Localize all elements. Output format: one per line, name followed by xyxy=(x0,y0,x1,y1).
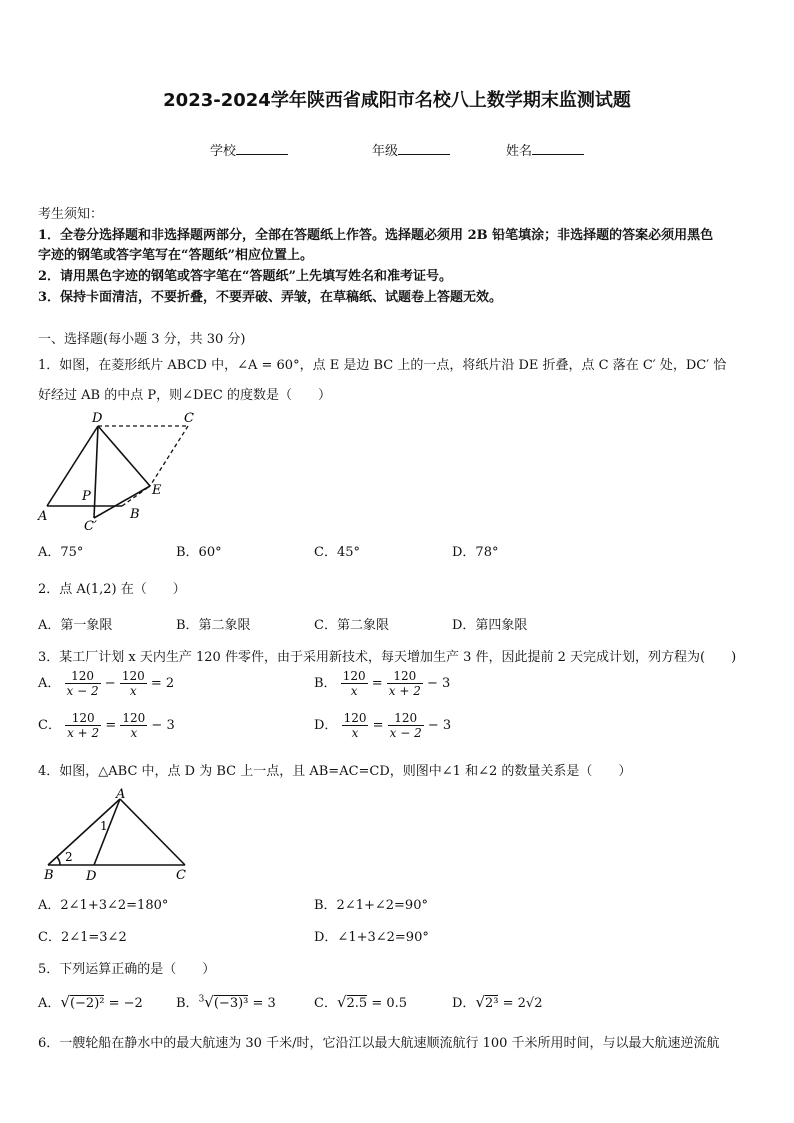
q5-option-d[interactable] xyxy=(452,992,542,1011)
q3-option-a[interactable] xyxy=(38,669,174,698)
name-field xyxy=(506,140,584,159)
q4-label-d: D xyxy=(86,869,97,884)
q3-option-b[interactable] xyxy=(314,669,450,698)
q3-option-a-label: A． xyxy=(38,676,61,691)
q5-option-b[interactable] xyxy=(176,992,276,1011)
q3-option-b-label: B． xyxy=(314,676,337,691)
q5-a-rhs: = −2 xyxy=(108,996,143,1011)
grade-label: 年级 xyxy=(372,144,399,159)
q1-label-a: A xyxy=(38,509,48,524)
q5-d-rhs: = 2√2 xyxy=(502,996,543,1011)
q1-label-p: P xyxy=(82,489,91,504)
q5-option-d-label: D． xyxy=(452,996,476,1011)
notice-item-3: 3．保持卡面清洁，不要折叠，不要弄破、弄皱，在草稿纸、试题卷上答题无效。 xyxy=(38,290,503,305)
school-blank[interactable] xyxy=(236,142,288,155)
q4-segment-ac xyxy=(120,799,185,865)
q5-option-a[interactable] xyxy=(38,992,143,1011)
q3-c-fraction-2 xyxy=(120,711,147,740)
q1-option-d[interactable]: D．78° xyxy=(452,545,499,560)
q3-c-num1: 120 xyxy=(71,711,95,725)
q5-option-b-label: B． xyxy=(176,996,199,1011)
q4-label-angle1: 1 xyxy=(100,819,108,833)
section-heading: 一、选择题(每小题 3 分，共 30 分) xyxy=(38,332,246,347)
q5-option-c[interactable] xyxy=(314,992,407,1011)
q5-c-radicand: 2.5 xyxy=(346,996,368,1011)
sqrt-icon: √ xyxy=(60,993,70,1011)
q3-b-num2: 120 xyxy=(393,669,417,683)
q3-c-fraction-1 xyxy=(65,711,101,740)
q3-a-fraction-2 xyxy=(120,669,147,698)
q4-label-c: C xyxy=(176,868,186,883)
q3-b-den1: x xyxy=(341,683,368,698)
q5-d-radicand: 2³ xyxy=(485,996,499,1011)
grade-field xyxy=(372,140,450,159)
sqrt-icon: √ xyxy=(336,993,347,1011)
q1-label-e: E xyxy=(152,483,162,498)
q4-angle2-arc xyxy=(57,857,60,865)
q4-label-angle2: 2 xyxy=(65,850,73,864)
q3-b-den2: x + 2 xyxy=(388,684,421,698)
sqrt-icon: √ xyxy=(204,993,214,1011)
q1-label-cprime: C′ xyxy=(84,519,97,534)
q4-stem: 4．如图，△ABC 中，点 D 为 BC 上一点，且 AB=AC=CD，则图中∠1 和∠2 的数量关系是（ ） xyxy=(38,764,632,779)
q2-stem: 2．点 A(1,2) 在（ ） xyxy=(38,582,186,597)
school-label: 学校 xyxy=(210,144,237,159)
q4-label-a: A xyxy=(116,787,126,802)
q6-stem: 6．一艘轮船在静水中的最大航速为 30 千米/时，它沿江以最大航速顺流航行 100 千米所用时间，与以最大航速逆流航 xyxy=(38,1036,720,1051)
q4-label-b: B xyxy=(44,868,54,883)
q1-segment-de xyxy=(98,426,150,486)
notice-item-1b: 字迹的钢笔或答字笔写在“答题纸”相应位置上。 xyxy=(38,248,313,263)
name-blank[interactable] xyxy=(532,142,584,155)
q3-d-num2: 120 xyxy=(394,711,418,725)
q5-b-rhs: = 3 xyxy=(252,996,276,1011)
q3-option-c[interactable] xyxy=(38,711,175,740)
q2-option-c[interactable]: C．第二象限 xyxy=(314,618,389,633)
q2-option-b[interactable]: B．第二象限 xyxy=(176,618,251,633)
q3-a-fraction-1 xyxy=(65,669,101,698)
q5-b-root-index: 3 xyxy=(198,994,205,1005)
q4-triangle-figure xyxy=(38,785,198,885)
q3-option-c-label: C． xyxy=(38,718,61,733)
q5-stem: 5．下列运算正确的是（ ） xyxy=(38,962,216,977)
q1-dashed-be xyxy=(122,486,150,506)
q3-d-tail: − 3 xyxy=(427,718,452,733)
q3-stem: 3．某工厂计划 x 天内生产 120 件零件，由于采用新技术，每天增加生产 3 件，因此提前 2 天完成计划，列方程为( ) xyxy=(38,650,737,665)
school-field xyxy=(210,140,288,159)
q3-c-den1: x + 2 xyxy=(67,726,100,740)
q3-c-den2: x xyxy=(120,725,147,740)
q3-b-operator: = xyxy=(371,676,383,691)
q1-option-c[interactable]: C．45° xyxy=(314,545,360,560)
grade-blank[interactable] xyxy=(398,142,450,155)
q3-option-d-label: D． xyxy=(314,718,338,733)
q3-b-num1: 120 xyxy=(342,669,366,683)
q3-c-operator: = xyxy=(105,718,117,733)
q1-segment-dcp xyxy=(94,426,98,518)
q5-c-rhs: = 0.5 xyxy=(371,996,408,1011)
q4-option-a[interactable]: A．2∠1+3∠2=180° xyxy=(38,898,169,913)
sqrt-icon: √ xyxy=(475,993,485,1011)
q3-d-fraction-1 xyxy=(342,711,369,740)
q4-option-c[interactable]: C．2∠1=3∠2 xyxy=(38,930,127,945)
q3-c-tail: − 3 xyxy=(151,718,175,733)
q1-option-a[interactable]: A．75° xyxy=(38,545,84,560)
q3-d-fraction-2 xyxy=(388,711,424,740)
q3-d-operator: = xyxy=(372,718,384,733)
q5-a-radicand: (−2)² xyxy=(69,996,105,1011)
q1-rhombus-figure xyxy=(34,408,204,534)
q2-option-d[interactable]: D．第四象限 xyxy=(452,618,528,633)
notice-item-1a: 1．全卷分选择题和非选择题两部分，全部在答题纸上作答。选择题必须用 2B 铅笔填涂；非选择题的答案必须用黑色 xyxy=(38,228,714,243)
q4-option-b[interactable]: B．2∠1+∠2=90° xyxy=(314,898,428,913)
q4-option-d[interactable]: D．∠1+3∠2=90° xyxy=(314,930,429,945)
q5-b-radicand: (−3)³ xyxy=(213,996,249,1011)
q3-a-num2: 120 xyxy=(121,669,145,683)
q1-label-c: C xyxy=(184,411,194,426)
q3-a-den1: x − 2 xyxy=(66,684,99,698)
name-label: 姓名 xyxy=(506,144,533,159)
q1-label-d: D xyxy=(92,411,103,426)
q3-option-d[interactable] xyxy=(314,711,451,740)
q1-dashed-ce xyxy=(150,426,188,486)
q2-option-a[interactable]: A．第一象限 xyxy=(38,618,113,633)
q1-stem-line1: 1．如图，在菱形纸片 ABCD 中，∠A = 60°，点 E 是边 BC 上的一点，将纸片沿 DE 折叠，点 C 落在 C′ 处，DC′ 恰 xyxy=(38,358,727,373)
q3-c-num2: 120 xyxy=(122,711,146,725)
q3-d-den1: x xyxy=(342,725,369,740)
q3-a-operator: − xyxy=(104,676,116,691)
q5-option-c-label: C． xyxy=(314,996,337,1011)
q4-segment-ab xyxy=(48,799,120,865)
q3-b-tail: − 3 xyxy=(427,676,451,691)
q3-b-fraction-2 xyxy=(387,669,423,698)
q5-option-a-label: A． xyxy=(38,996,61,1011)
notice-heading: 考生须知： xyxy=(38,207,104,222)
q3-d-num1: 120 xyxy=(343,711,367,725)
notice-item-2: 2．请用黑色字迹的钢笔或答字笔在“答题纸”上先填写姓名和准考证号。 xyxy=(38,269,453,284)
q3-a-den2: x xyxy=(120,683,147,698)
q3-d-den2: x − 2 xyxy=(389,726,422,740)
page-title: 2023-2024学年陕西省咸阳市名校八上数学期末监测试题 xyxy=(163,90,631,111)
q1-option-b[interactable]: B．60° xyxy=(176,545,222,560)
q1-label-b: B xyxy=(130,507,140,522)
q3-b-fraction-1 xyxy=(341,669,368,698)
q1-stem-line2: 好经过 AB 的中点 P，则∠DEC 的度数是（ ） xyxy=(38,388,331,403)
q3-a-num1: 120 xyxy=(71,669,95,683)
q3-a-tail: = 2 xyxy=(150,676,175,691)
q1-segment-cpe xyxy=(94,486,150,518)
